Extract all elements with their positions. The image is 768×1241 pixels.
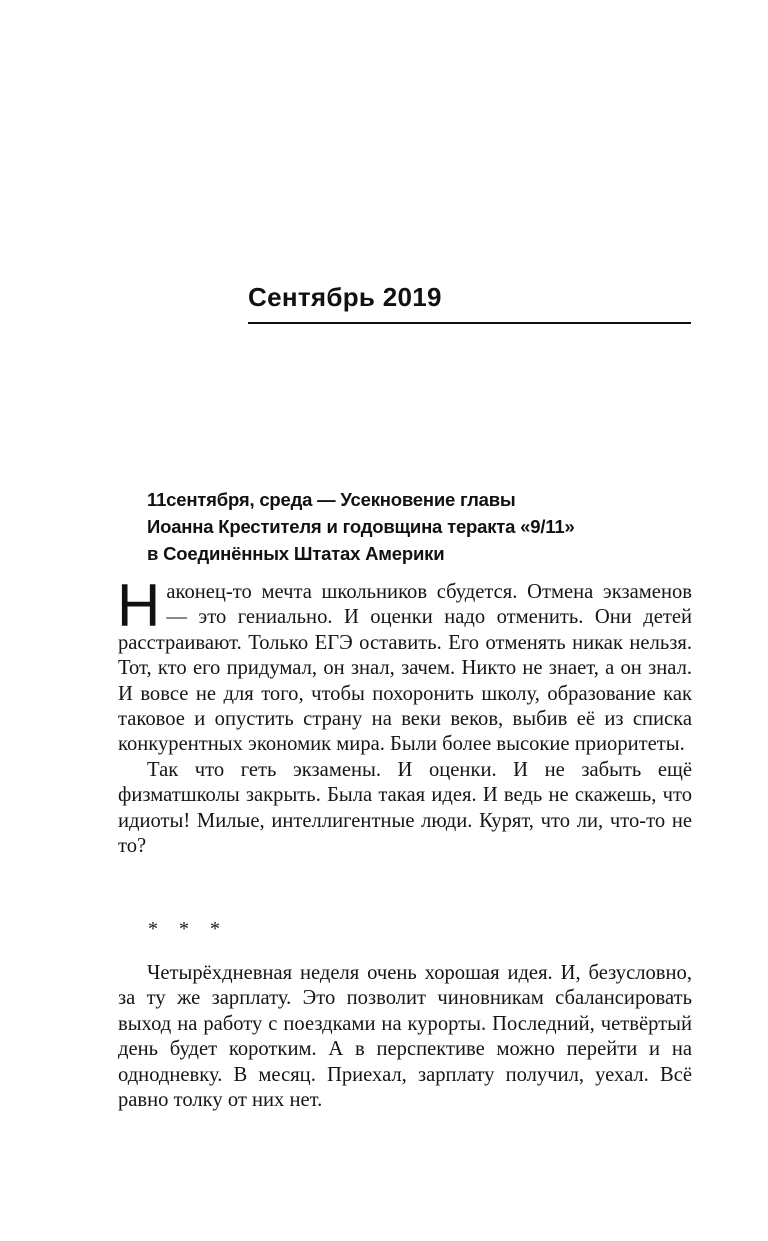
chapter-title-rule (248, 322, 691, 324)
entry-heading-line-2: Иоанна Крестителя и годовщина теракта «9/11» (147, 516, 575, 537)
drop-cap-letter: Н (117, 572, 161, 639)
paragraph-3: Четырёхдневная неделя очень хорошая идея. И, безусловно, за ту же зарплату. Это позволит чиновникам сбалансировать выход на работу с поездками на курорты. Последний, четвёртый день будет коротким. А в перспективе можно перейти и на однодневку. В месяц. Приехал, зарплату получил, уехал. Всё равно толку от них нет. (118, 962, 692, 1112)
entry-heading (147, 486, 707, 567)
paragraph-1-text: аконец-то мечта школьников сбудется. Отмена экзаменов — это гениально. И оценки надо отменить. Они детей расстраивают. Только ЕГЭ оставить. Его отменять никак нельзя. Тот, кто его придумал, он знал, зачем. Никто не знает, а он знал. И вовсе не для того, чтобы похоронить школу, образование как таковое и опустить страну на веки веков, выбив её из списка конкурентных экономик мира. Были более высокие приоритеты. (118, 581, 692, 756)
paragraph-2: Так что геть экзамены. И оценки. И не забыть ещё физматшколы закрыть. Была такая идея. И ведь не скажешь, что идиоты! Милые, интеллигентные люди. Курят, что ли, что-то не то? (118, 758, 692, 858)
entry-heading-line-3: в Соединённых Штатах Америки (147, 543, 445, 564)
paragraph-1 (117, 572, 692, 758)
entry-heading-line-1: 11сентября, среда — Усекновение главы (147, 489, 516, 510)
section-separator: * * * (148, 918, 222, 940)
entry-body-section-1 (117, 572, 692, 859)
chapter-title: Сентябрь 2019 (248, 282, 442, 312)
entry-body-section-2 (118, 961, 692, 1113)
